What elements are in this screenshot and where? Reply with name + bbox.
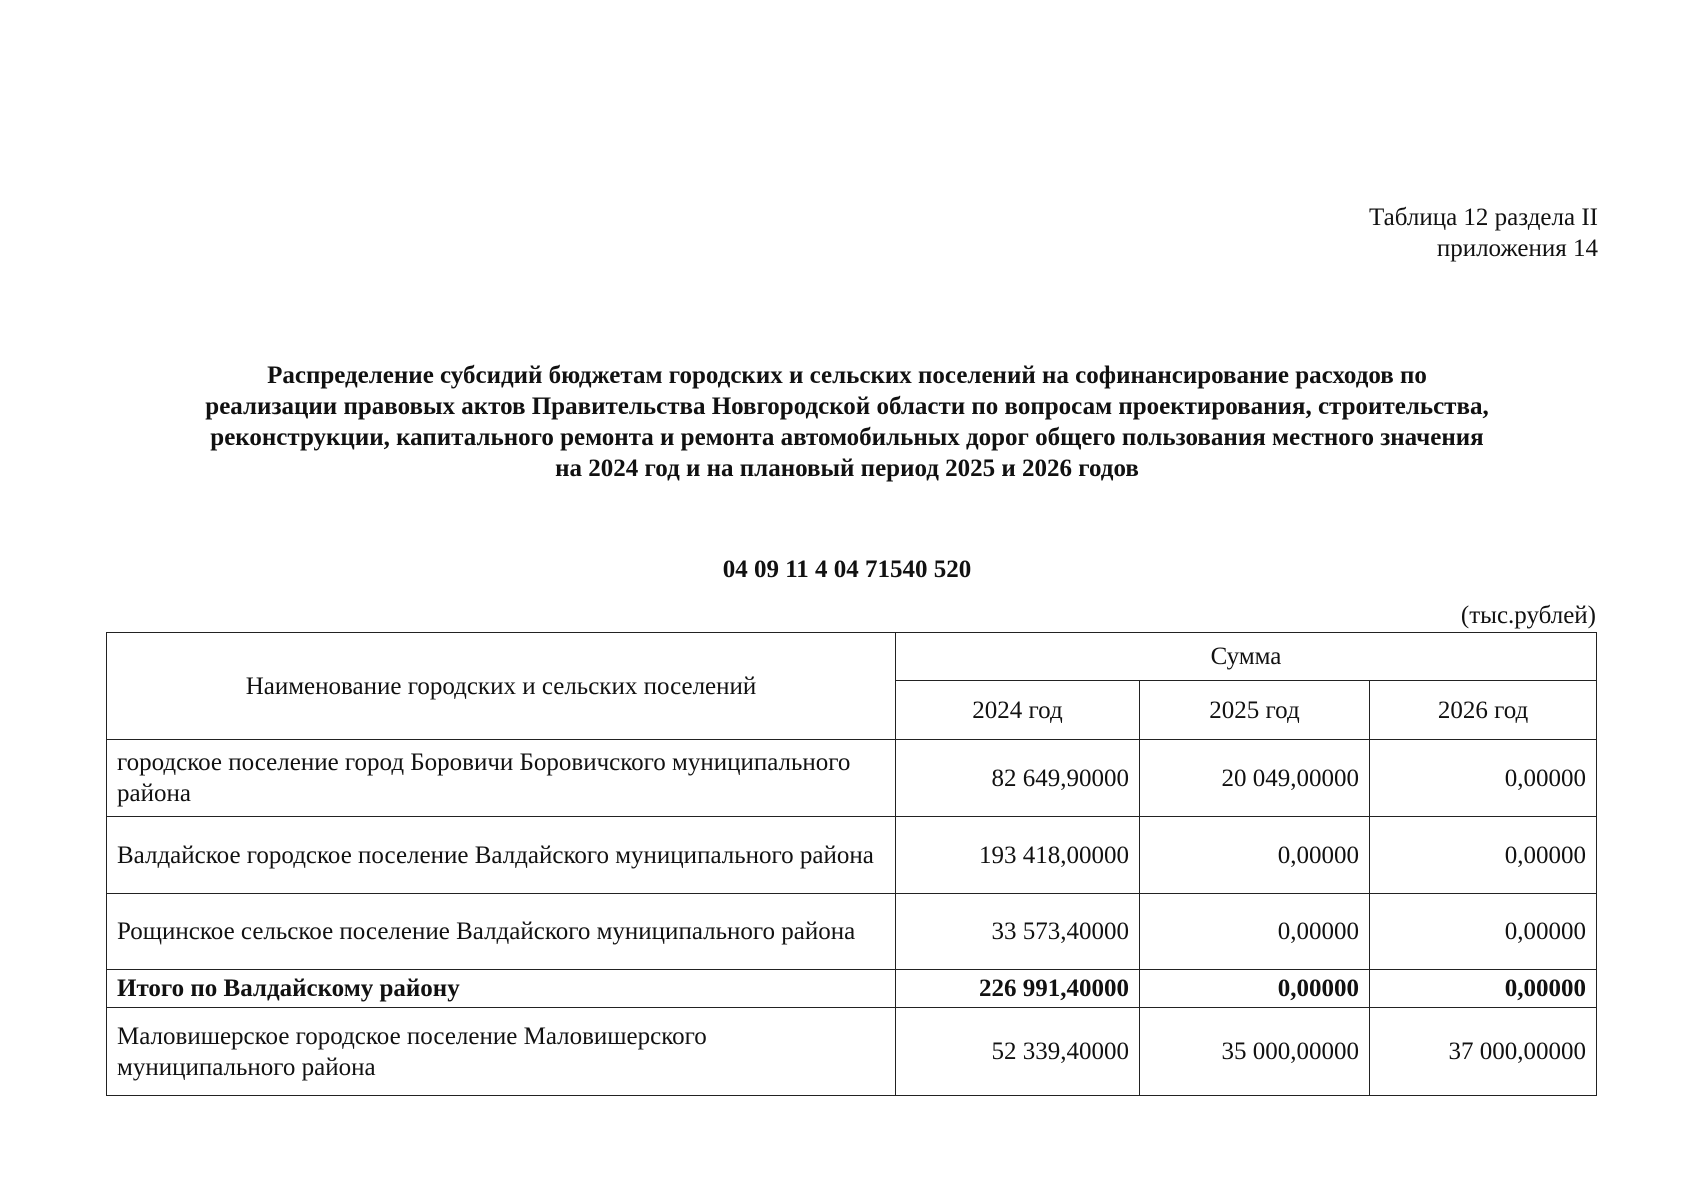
header-sum: Сумма [896, 633, 1597, 681]
total-2025: 0,00000 [1140, 970, 1370, 1008]
amount-2024: 52 339,40000 [896, 1008, 1140, 1096]
title-line-3: реконструкции, капитального ремонта и ремонта автомобильных дорог общего пользования местного значения [210, 424, 1484, 451]
units-note: (тыс.рублей) [1460, 602, 1596, 629]
amount-2026: 37 000,00000 [1370, 1008, 1597, 1096]
settlement-name: городское поселение город Боровичи Боровичского муниципального района [107, 740, 896, 817]
settlement-name: Валдайское городское поселение Валдайского муниципального района [107, 817, 896, 894]
amount-2025: 20 049,00000 [1140, 740, 1370, 817]
title-line-4: на 2024 год и на плановый период 2025 и 2026 годов [555, 455, 1139, 482]
amount-2026: 0,00000 [1370, 740, 1597, 817]
amount-2025: 35 000,00000 [1140, 1008, 1370, 1096]
amount-2024: 82 649,90000 [896, 740, 1140, 817]
header-settlement-name: Наименование городских и сельских поселений [107, 633, 896, 740]
total-label: Итого по Валдайскому району [107, 970, 896, 1008]
header-year-2025: 2025 год [1140, 681, 1370, 740]
table-row [107, 1008, 1597, 1096]
total-row [107, 970, 1597, 1008]
document-title [100, 360, 1594, 484]
settlement-name: Маловишерское городское поселение Маловишерского муниципального района [107, 1008, 896, 1096]
table-reference-line1: Таблица 12 раздела II [1369, 204, 1598, 231]
title-line-2: реализации правовых актов Правительства Новгородской области по вопросам проектирования, строительства, [205, 393, 1489, 420]
total-2026: 0,00000 [1370, 970, 1597, 1008]
header-year-2024: 2024 год [896, 681, 1140, 740]
table-row [107, 817, 1597, 894]
subsidy-table [106, 632, 1597, 1096]
amount-2026: 0,00000 [1370, 894, 1597, 970]
amount-2024: 193 418,00000 [896, 817, 1140, 894]
total-2024: 226 991,40000 [896, 970, 1140, 1008]
table-reference [1369, 202, 1598, 264]
amount-2026: 0,00000 [1370, 817, 1597, 894]
amount-2025: 0,00000 [1140, 817, 1370, 894]
amount-2024: 33 573,40000 [896, 894, 1140, 970]
table-row [107, 894, 1597, 970]
table-reference-line2: приложения 14 [1436, 235, 1598, 262]
settlement-name: Рощинское сельское поселение Валдайского муниципального района [107, 894, 896, 970]
header-year-2026: 2026 год [1370, 681, 1597, 740]
title-line-1: Распределение субсидий бюджетам городских и сельских поселений на софинансирование расходов по [267, 362, 1427, 389]
table-row [107, 740, 1597, 817]
budget-classification-code: 04 09 11 4 04 71540 520 [722, 556, 972, 583]
amount-2025: 0,00000 [1140, 894, 1370, 970]
